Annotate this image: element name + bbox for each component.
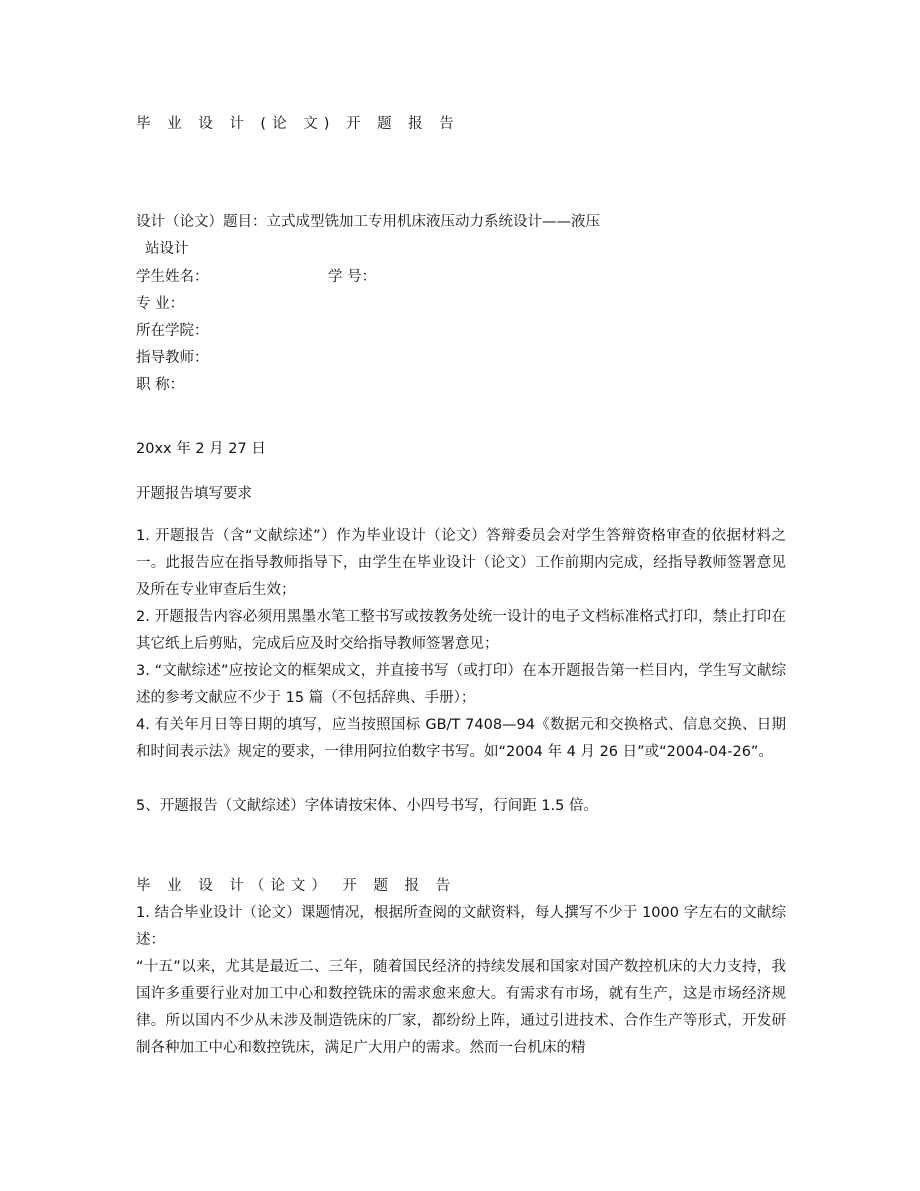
advisor-label: 指导教师： [136,350,209,366]
student-id-label: 学 号： [328,269,377,285]
topic-line-1: 设计（论文）题目：立式成型铣加工专用机床液压动力系统设计——液压 [136,214,600,230]
requirements-heading: 开题报告填写要求 [136,486,252,502]
cover-title-text: 毕 业 设 计 (论 文) 开 题 报 告 [136,116,460,132]
literature-review-body: “十五”以来，尤其是最近二、三年，随着国民经济的持续发展和国家对国产数控机床的大力支持，我国许多重要行业对加工中心和数控铣床的需求愈来愈大。有需求有市场，就有生产，这是市场经济规律。所以国内不少从未涉及制造铣床的厂家，都纷纷上阵，通过引进技术、合作生产等形式，开发研制各种加工中心和数控铣床，满足广大用户的需求。然而一台机床的精 [136,959,786,1056]
report-heading-text: 毕 业 设 计（论文） 开 题 报 告 [136,878,457,894]
cover-title [136,114,460,134]
requirement-item-4: 4. 有关年月日等日期的填写，应当按照国标 GB/T 7408—94《数据元和交换格式、信息交换、日期和时间表示法》规定的要求，一律用阿拉伯数字书写。如“2004 年 4 月 26 日”或“2004-04-26”。 [136,717,786,760]
major-label: 专 业： [136,296,185,312]
requirement-item-1: 1. 开题报告（含“文献综述”）作为毕业设计（论文）答辩委员会对学生答辩资格审查的依据材料之一。此报告应在指导教师指导下，由学生在毕业设计（论文）工作前期内完成，经指导教师签署意见及所在专业审查后生效； [136,528,786,598]
requirement-item-5: 5、开题报告（文献综述）字体请按宋体、小四号书写，行间距 1.5 倍。 [136,798,599,814]
academic-title-label: 职 称： [136,377,185,393]
report-heading [136,876,456,896]
report-item-1: 1. 结合毕业设计（论文）课题情况，根据所查阅的文献资料，每人撰写不少于 1000 字左右的文献综述： [136,905,786,948]
requirement-item-2: 2. 开题报告内容必须用黑墨水笔工整书写或按教务处统一设计的电子文档标准格式打印，禁止打印在其它纸上后剪贴，完成后应及时交给指导教师签署意见； [136,609,786,652]
college-label: 所在学院： [136,323,209,339]
report-date: 20xx 年 2 月 27 日 [136,441,266,457]
requirement-item-3: 3. “文献综述”应按论文的框架成文，并直接书写（或打印）在本开题报告第一栏目内，学生写文献综述的参考文献应不少于 15 篇（不包括辞典、手册）； [136,663,786,706]
student-name-label: 学生姓名： [136,269,209,285]
topic-line-2: 站设计 [145,241,189,257]
